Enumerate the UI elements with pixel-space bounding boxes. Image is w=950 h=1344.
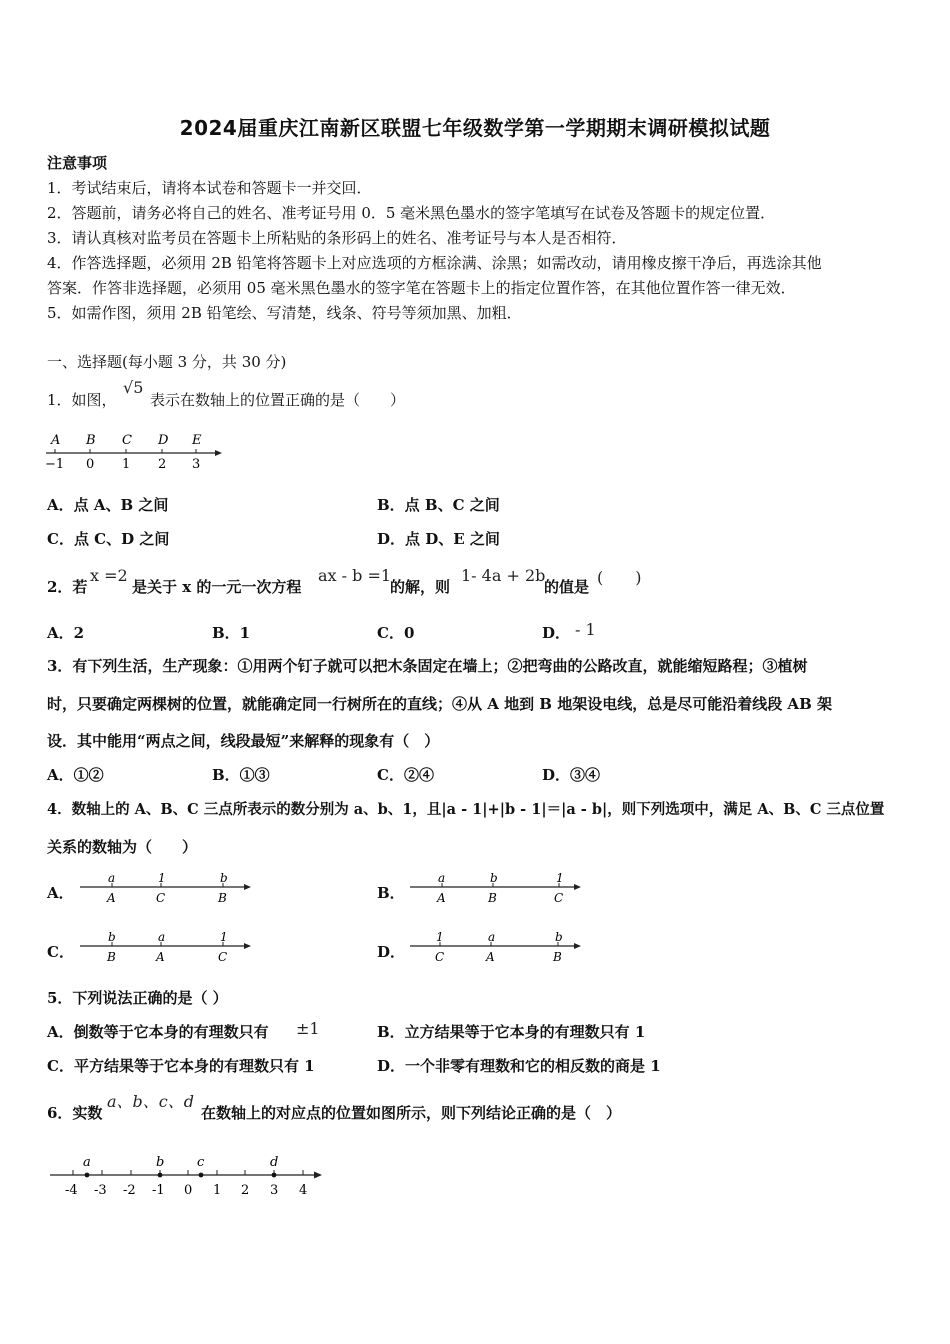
q4-line: 关系的数轴为（ ） <box>47 838 198 856</box>
q1-letter-b: B <box>86 433 96 448</box>
notice-line: 3．请认真核对监考员在答题卡上所粘贴的条形码上的姓名、准考证号与本人是否相符． <box>47 229 627 247</box>
q2-answer-bracket: ( ) <box>597 568 642 587</box>
q4-option-a[interactable]: A． <box>47 884 74 902</box>
q6-point-label: a <box>83 1155 91 1170</box>
q4-top-label: a <box>108 871 116 885</box>
q6-point-c <box>199 1173 204 1178</box>
q6-number-line <box>45 1150 335 1200</box>
q6-point-b <box>158 1173 163 1178</box>
q4-top-label: b <box>108 930 116 944</box>
notice-line: 4．作答选择题，必须用 2B 铅笔将答题卡上对应选项的方框涂满、涂黑；如需改动，请用橡皮擦干净后，再选涂其他 <box>47 254 822 272</box>
q3-option-a[interactable]: A．①② <box>47 766 104 784</box>
q6-axis-number: 2 <box>241 1183 250 1198</box>
notice-line: 5．如需作图，须用 2B 铅笔绘、写清楚，线条、符号等须加黑、加粗． <box>47 304 522 322</box>
q4-bottom-label: C <box>218 950 228 964</box>
q1-number-line <box>40 426 230 474</box>
q1-letter-e: E <box>192 433 202 448</box>
q2-text: 的值是 <box>544 578 590 596</box>
q2-formula: ax - b =1 <box>318 566 392 585</box>
q1-letter-d: D <box>158 433 169 448</box>
q4-top-label: 1 <box>436 930 444 944</box>
q2-option-d-value: - 1 <box>575 620 596 639</box>
q4-bottom-label: C <box>435 950 445 964</box>
q4-bottom-label: B <box>218 891 227 905</box>
q4-top-label: 1 <box>158 871 166 885</box>
q6-stem: 在数轴上的对应点的位置如图所示，则下列结论正确的是（ ） <box>201 1104 622 1122</box>
q3-line: 时，只要确定两棵树的位置，就能确定同一行树所在的直线；④从 A 地到 B 地架设电线，总是尽可能沿着线段 AB 架 <box>47 695 832 713</box>
q5-option-a-formula: ±1 <box>296 1019 320 1038</box>
q1-number: 1 <box>122 457 131 472</box>
q2-text: 的解，则 <box>390 578 451 596</box>
q2-text: 2．若 <box>47 578 88 596</box>
q3-option-b[interactable]: B．①③ <box>212 766 270 784</box>
q6-axis-number: 1 <box>213 1183 222 1198</box>
q3-option-d[interactable]: D．③④ <box>542 766 601 784</box>
q4-bottom-label: B <box>107 950 116 964</box>
q4-bottom-label: B <box>488 891 497 905</box>
section-heading: 一、选择题(每小题 3 分，共 30 分) <box>47 353 287 371</box>
notice-heading: 注意事项 <box>47 154 108 172</box>
q4-top-label: b <box>220 871 228 885</box>
q6-axis-number: -1 <box>152 1183 165 1198</box>
q5-stem: 5．下列说法正确的是（ ） <box>47 989 228 1007</box>
q4-option-b[interactable]: B． <box>377 884 405 902</box>
q5-option-c[interactable]: C．平方结果等于它本身的有理数只有 1 <box>47 1057 315 1075</box>
q6-axis-number: 0 <box>184 1183 193 1198</box>
q1-prefix: 1．如图， <box>47 391 117 409</box>
q2-formula: x =2 <box>90 566 128 585</box>
q2-formula: 1- 4a + 2b <box>461 566 546 585</box>
q4-bottom-label: A <box>486 950 495 964</box>
q4-option-a-number-line <box>75 868 260 910</box>
q4-bottom-label: C <box>554 891 564 905</box>
q5-option-a[interactable]: A．倒数等于它本身的有理数只有 <box>47 1023 269 1041</box>
q4-top-label: b <box>490 871 498 885</box>
q6-point-label: b <box>156 1155 165 1170</box>
q1-number: −1 <box>45 457 65 472</box>
q4-top-label: b <box>555 930 563 944</box>
q1-option-d[interactable]: D．点 D、E 之间 <box>377 530 500 548</box>
q4-bottom-label: A <box>437 891 446 905</box>
q1-number: 2 <box>158 457 167 472</box>
q1-number: 0 <box>86 457 95 472</box>
q6-formula: a、b、c、d <box>107 1092 194 1111</box>
q6-axis-number: -4 <box>65 1183 78 1198</box>
q6-point-label: d <box>270 1155 279 1170</box>
q4-top-label: a <box>438 871 446 885</box>
q4-option-d[interactable]: D． <box>377 943 406 961</box>
q4-top-label: 1 <box>220 930 228 944</box>
q3-line: 3．有下列生活，生产现象：①用两个钉子就可以把木条固定在墙上；②把弯曲的公路改直，就能缩短路程；③植树 <box>47 657 808 675</box>
q4-option-d-number-line <box>405 927 590 969</box>
q1-option-a[interactable]: A．点 A、B 之间 <box>47 496 169 514</box>
q4-option-b-number-line <box>405 868 590 910</box>
q4-top-label: a <box>158 930 166 944</box>
q4-line: 4．数轴上的 A、B、C 三点所表示的数分别为 a、b、1，且|a - 1|+|b - 1|＝|a - b|，则下列选项中，满足 A、B、C 三点位置 <box>47 801 885 818</box>
notice-line: 1．考试结束后，请将本试卷和答题卡一并交回． <box>47 179 372 197</box>
q6-point-a <box>85 1173 90 1178</box>
notice-line: 2．答题前，请务必将自己的姓名、准考证号用 0．5 毫米黑色墨水的签字笔填写在试卷及答题卡的规定位置． <box>47 204 776 222</box>
q6-prefix: 6．实数 <box>47 1104 103 1122</box>
page-title: 2024届重庆江南新区联盟七年级数学第一学期期末调研模拟试题 <box>179 116 771 140</box>
q4-bottom-label: A <box>156 950 165 964</box>
q6-axis-number: 4 <box>299 1183 308 1198</box>
q1-letter-a: A <box>51 433 61 448</box>
q3-option-c[interactable]: C．②④ <box>377 766 434 784</box>
q2-option-d[interactable]: D． <box>542 624 571 642</box>
q6-point-label: c <box>197 1155 205 1170</box>
q1-formula: √5 <box>123 378 144 397</box>
q6-point-d <box>272 1173 277 1178</box>
q2-option-c[interactable]: C．0 <box>377 624 415 642</box>
q4-bottom-label: A <box>107 891 116 905</box>
q1-option-b[interactable]: B．点 B、C 之间 <box>377 496 500 514</box>
q2-option-b[interactable]: B．1 <box>212 624 251 642</box>
q5-option-b[interactable]: B．立方结果等于它本身的有理数只有 1 <box>377 1023 646 1041</box>
q1-stem: 表示在数轴上的位置正确的是（ ） <box>150 391 406 409</box>
q2-option-a[interactable]: A．2 <box>47 624 85 642</box>
q4-bottom-label: B <box>553 950 562 964</box>
q4-bottom-label: C <box>156 891 166 905</box>
q1-letter-c: C <box>122 433 132 448</box>
q4-option-c[interactable]: C． <box>47 943 74 961</box>
notice-line: 答案．作答非选择题，必须用 05 毫米黑色墨水的签字笔在答题卡上的指定位置作答，在其他位置作答一律无效． <box>47 279 796 297</box>
q1-number: 3 <box>192 457 201 472</box>
q6-axis-number: -2 <box>123 1183 136 1198</box>
q4-option-c-number-line <box>75 927 260 969</box>
q1-option-c[interactable]: C．点 C、D 之间 <box>47 530 170 548</box>
q6-axis-number: 3 <box>270 1183 279 1198</box>
q4-top-label: 1 <box>556 871 564 885</box>
q6-axis-number: -3 <box>94 1183 107 1198</box>
q3-line: 设．其中能用“两点之间，线段最短”来解释的现象有（ ） <box>47 732 440 750</box>
q4-top-label: a <box>488 930 496 944</box>
q2-text: 是关于 x 的一元一次方程 <box>132 578 302 596</box>
q5-option-d[interactable]: D．一个非零有理数和它的相反数的商是 1 <box>377 1057 661 1075</box>
